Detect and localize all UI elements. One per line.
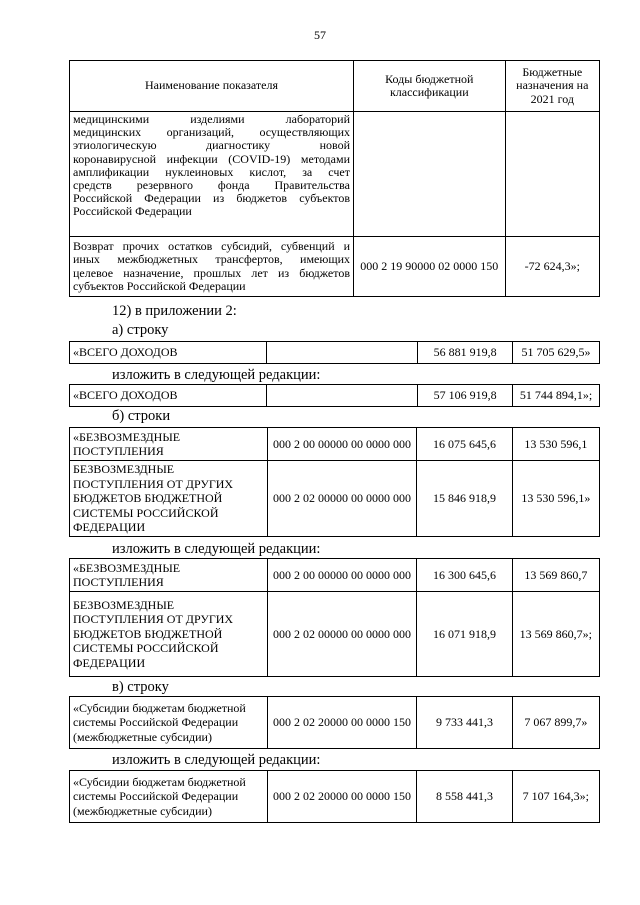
header-codes: Коды бюджетной классификации [354, 61, 506, 112]
row-value-2: 13 530 596,1» [512, 461, 599, 537]
row-table-a-new [69, 384, 600, 407]
row-covid-name [70, 112, 354, 237]
text-line: СИСТЕМЫ РОССИЙСКОЙ [73, 505, 219, 520]
row-code: 000 2 00 00000 00 0000 000 [267, 559, 417, 592]
text-line: ПОСТУПЛЕНИЯ ОТ ДРУГИХ [73, 476, 234, 491]
text-line: «БЕЗВОЗМЕЗДНЫЕ [73, 560, 181, 575]
text-line: целевое назначение, прошлых лет из бюджетов [73, 265, 350, 280]
row-value-2: 13 530 596,1 [512, 428, 599, 461]
row-name: «ВСЕГО ДОХОДОВ [70, 385, 267, 407]
row-name [70, 697, 268, 749]
text-line: БЮДЖЕТОВ БЮДЖЕТНОЙ [73, 491, 223, 506]
text-line: системы Российской Федерации [73, 789, 239, 804]
replace-heading: изложить в следующей редакции: [112, 541, 321, 557]
item-12-heading: 12) в приложении 2: [112, 303, 237, 319]
text-line: ПОСТУПЛЕНИЯ [73, 444, 164, 458]
row-covid-sum [505, 112, 599, 237]
row-value-1: 16 300 645,6 [417, 559, 512, 592]
row-value-2: 51 705 629,5» [513, 342, 600, 364]
text-line: БЕЗВОЗМЕЗДНЫЕ [73, 462, 175, 477]
text-line: БЕЗВОЗМЕЗДНЫЕ [73, 597, 175, 612]
text-line: средств резервного фонда Правительства [73, 178, 350, 193]
row-value-1: 57 106 919,8 [418, 385, 513, 407]
text-line: коронавирусной инфекции (COVID-19) методами [73, 151, 350, 166]
header-sum: Бюджетные назначения на 2021 год [505, 61, 599, 112]
row-return-code: 000 2 19 90000 02 0000 150 [354, 237, 506, 297]
text-line: (межбюджетные субсидии) [73, 729, 212, 744]
row-name [70, 771, 268, 823]
text-line: «Субсидии бюджетам бюджетной [73, 774, 246, 789]
row-name: «ВСЕГО ДОХОДОВ [70, 342, 267, 364]
row-table-v-new [69, 770, 600, 823]
row-value-2: 51 744 894,1»; [513, 385, 600, 407]
text-line: Возврат прочих остатков субсидий, субвенций и [73, 239, 350, 254]
row-code: 000 2 00 00000 00 0000 000 [267, 428, 417, 461]
row-value-1: 16 071 918,9 [417, 592, 512, 677]
row-value-1: 56 881 919,8 [418, 342, 513, 364]
header-name: Наименование показателя [70, 61, 354, 112]
page-number: 57 [314, 28, 326, 42]
item-a-heading: а) строку [112, 322, 169, 338]
row-code: 000 2 02 20000 00 0000 150 [267, 697, 417, 749]
row-name [70, 592, 268, 677]
row-code [266, 342, 418, 364]
text-line: медицинских организаций, осуществляющих [73, 125, 350, 140]
row-value-2: 7 067 899,7» [512, 697, 599, 749]
row-code: 000 2 02 20000 00 0000 150 [267, 771, 417, 823]
text-line: иных межбюджетных трансфертов, имеющих [73, 252, 350, 267]
text-line: ПОСТУПЛЕНИЯ [73, 575, 164, 589]
text-line: ФЕДЕРАЦИИ [73, 520, 146, 535]
replace-heading: изложить в следующей редакции: [112, 367, 321, 383]
text-line: БЮДЖЕТОВ БЮДЖЕТНОЙ [73, 626, 223, 641]
budget-table [69, 60, 600, 297]
text-line: Российской Федерации [73, 204, 192, 219]
row-table-b-new [69, 558, 600, 677]
row-return-name [70, 237, 354, 297]
item-v-heading: в) строку [112, 679, 169, 695]
row-covid-code [354, 112, 506, 237]
item-b-heading: б) строки [112, 408, 171, 424]
text-line: Российской Федерации из бюджетов субъектов [73, 191, 350, 206]
text-line: медицинскими изделиями лабораторий [73, 112, 350, 126]
row-code: 000 2 02 00000 00 0000 000 [267, 461, 417, 537]
row-value-1: 15 846 918,9 [417, 461, 512, 537]
row-name [70, 428, 268, 461]
row-table-v-old [69, 696, 600, 749]
row-table-a-old [69, 341, 600, 364]
row-name [70, 461, 268, 537]
text-line: субъектов Российской Федерации [73, 278, 246, 293]
row-name [70, 559, 268, 592]
text-line: ФЕДЕРАЦИИ [73, 655, 146, 670]
row-value-1: 16 075 645,6 [417, 428, 512, 461]
text-line: СИСТЕМЫ РОССИЙСКОЙ [73, 641, 219, 656]
text-line: системы Российской Федерации [73, 715, 239, 730]
text-line: этиологическую диагностику новой [73, 138, 350, 153]
text-line: «Субсидии бюджетам бюджетной [73, 700, 246, 715]
row-value-1: 8 558 441,3 [417, 771, 512, 823]
row-table-b-old [69, 427, 600, 537]
row-code [266, 385, 418, 407]
row-value-2: 13 569 860,7»; [512, 592, 599, 677]
row-value-2: 7 107 164,3»; [512, 771, 599, 823]
text-line: «БЕЗВОЗМЕЗДНЫЕ [73, 429, 181, 444]
row-code: 000 2 02 00000 00 0000 000 [267, 592, 417, 677]
text-line: (межбюджетные субсидии) [73, 803, 212, 818]
text-line: ПОСТУПЛЕНИЯ ОТ ДРУГИХ [73, 612, 234, 627]
row-return-sum: -72 624,3»; [505, 237, 599, 297]
replace-heading: изложить в следующей редакции: [112, 752, 321, 768]
text-line: амплификации нуклеиновых кислот, за счет [73, 164, 350, 179]
row-value-1: 9 733 441,3 [417, 697, 512, 749]
row-value-2: 13 569 860,7 [512, 559, 599, 592]
